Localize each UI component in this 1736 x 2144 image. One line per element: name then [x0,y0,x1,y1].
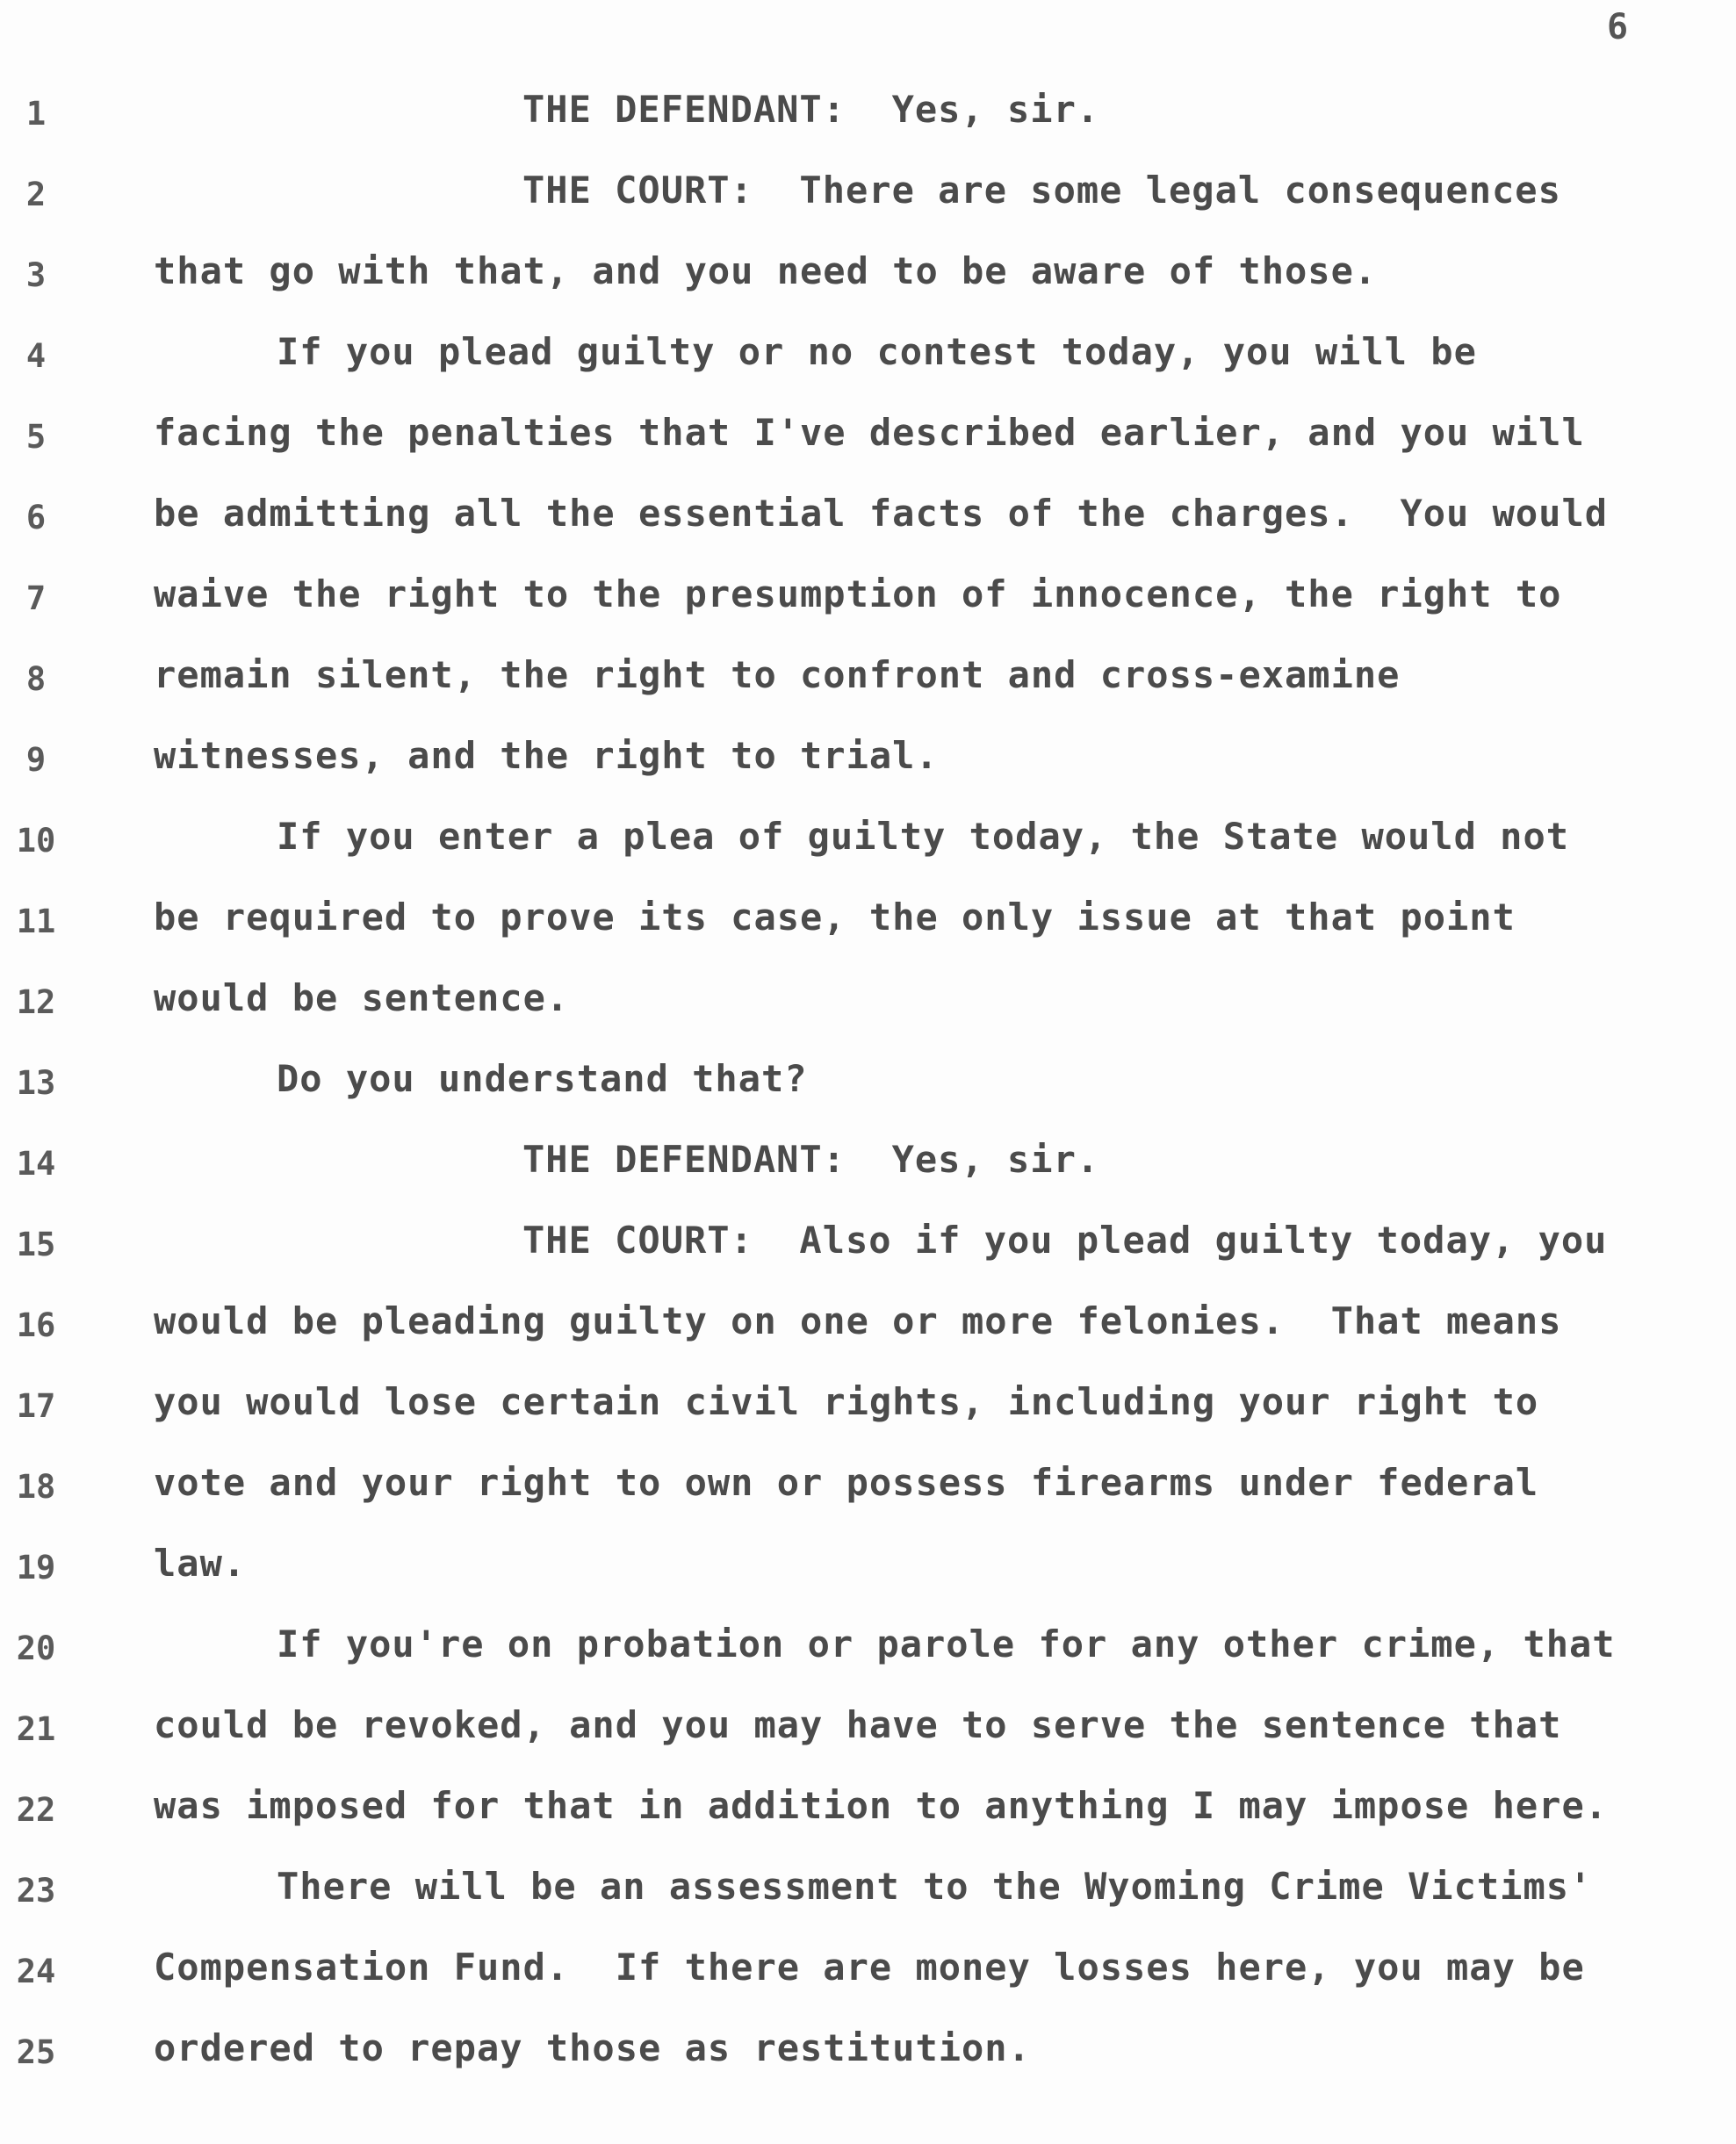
line-number: 21 [16,1710,56,1748]
transcript-line [0,1946,1736,2026]
line-text: you would lose certain civil rights, including your right to [154,1380,1539,1423]
line-text: that go with that, and you need to be aware of those. [154,249,1378,292]
line-text: law. [154,1542,247,1585]
line-number: 19 [16,1549,56,1586]
transcript-line [0,88,1736,169]
transcript-line [0,572,1736,653]
line-number: 4 [25,337,47,375]
line-number: 6 [25,499,47,536]
transcript-line [0,1380,1736,1461]
line-text: was imposed for that in addition to anything I may impose here. [154,1784,1609,1827]
transcript-line [0,411,1736,492]
transcript-line [0,1219,1736,1299]
transcript-line [0,1703,1736,1784]
transcript-line [0,1622,1736,1703]
line-text: facing the penalties that I've described earlier, and you will [154,411,1585,454]
line-number: 3 [25,256,47,294]
transcript-line [0,896,1736,976]
line-number: 13 [16,1064,56,1102]
line-text: THE COURT: Also if you plead guilty today, you [522,1219,1608,1262]
transcript-line [0,1299,1736,1380]
line-number: 1 [25,95,47,133]
line-number: 16 [16,1306,56,1344]
line-text: be admitting all the essential facts of the charges. You would [154,492,1609,535]
line-text: would be sentence. [154,976,570,1019]
line-number: 25 [16,2033,56,2071]
line-text: waive the right to the presumption of innocence, the right to [154,572,1562,615]
line-number: 10 [16,822,56,860]
line-text: THE DEFENDANT: Yes, sir. [522,1138,1100,1181]
page-number: 6 [1607,7,1629,47]
transcript-line [0,976,1736,1057]
line-number: 17 [16,1387,56,1425]
line-number: 5 [25,418,47,456]
line-number: 8 [25,660,47,698]
line-text: Do you understand that? [277,1057,808,1100]
line-number: 14 [16,1145,56,1183]
transcript-line [0,249,1736,330]
line-text: be required to prove its case, the only issue at that point [154,896,1516,939]
line-number: 2 [25,176,47,213]
line-text: could be revoked, and you may have to serve the sentence that [154,1703,1562,1746]
line-text: vote and your right to own or possess firearms under federal [154,1461,1539,1504]
transcript-line [0,1138,1736,1219]
line-text: ordered to repay those as restitution. [154,2026,1031,2069]
line-number: 9 [25,741,47,779]
transcript-line [0,815,1736,896]
line-text: There will be an assessment to the Wyoming Crime Victims' [277,1865,1593,1908]
transcript-line [0,1461,1736,1542]
line-text: If you're on probation or parole for any other crime, that [277,1622,1616,1666]
transcript-line [0,1057,1736,1138]
line-number: 18 [16,1468,56,1506]
transcript-line [0,734,1736,815]
transcript-line [0,169,1736,249]
line-text: If you enter a plea of guilty today, the State would not [277,815,1570,858]
line-number: 23 [16,1872,56,1910]
line-number: 24 [16,1953,56,1990]
line-number: 20 [16,1630,56,1667]
transcript-line [0,330,1736,411]
line-number: 15 [16,1226,56,1263]
line-text: THE DEFENDANT: Yes, sir. [522,88,1100,131]
line-text: THE COURT: There are some legal consequences [522,169,1561,212]
line-number: 11 [16,903,56,940]
line-text: remain silent, the right to confront and cross-examine [154,653,1401,696]
transcript-line [0,2026,1736,2107]
transcript-line [0,492,1736,572]
transcript-line [0,1865,1736,1946]
line-number: 7 [25,579,47,617]
line-number: 22 [16,1791,56,1829]
line-text: would be pleading guilty on one or more felonies. That means [154,1299,1562,1342]
line-text: If you plead guilty or no contest today, you will be [277,330,1477,373]
transcript-line [0,1784,1736,1865]
transcript-line [0,1542,1736,1622]
line-text: Compensation Fund. If there are money losses here, you may be [154,1946,1585,1989]
line-number: 12 [16,983,56,1021]
line-text: witnesses, and the right to trial. [154,734,939,777]
transcript-line [0,653,1736,734]
